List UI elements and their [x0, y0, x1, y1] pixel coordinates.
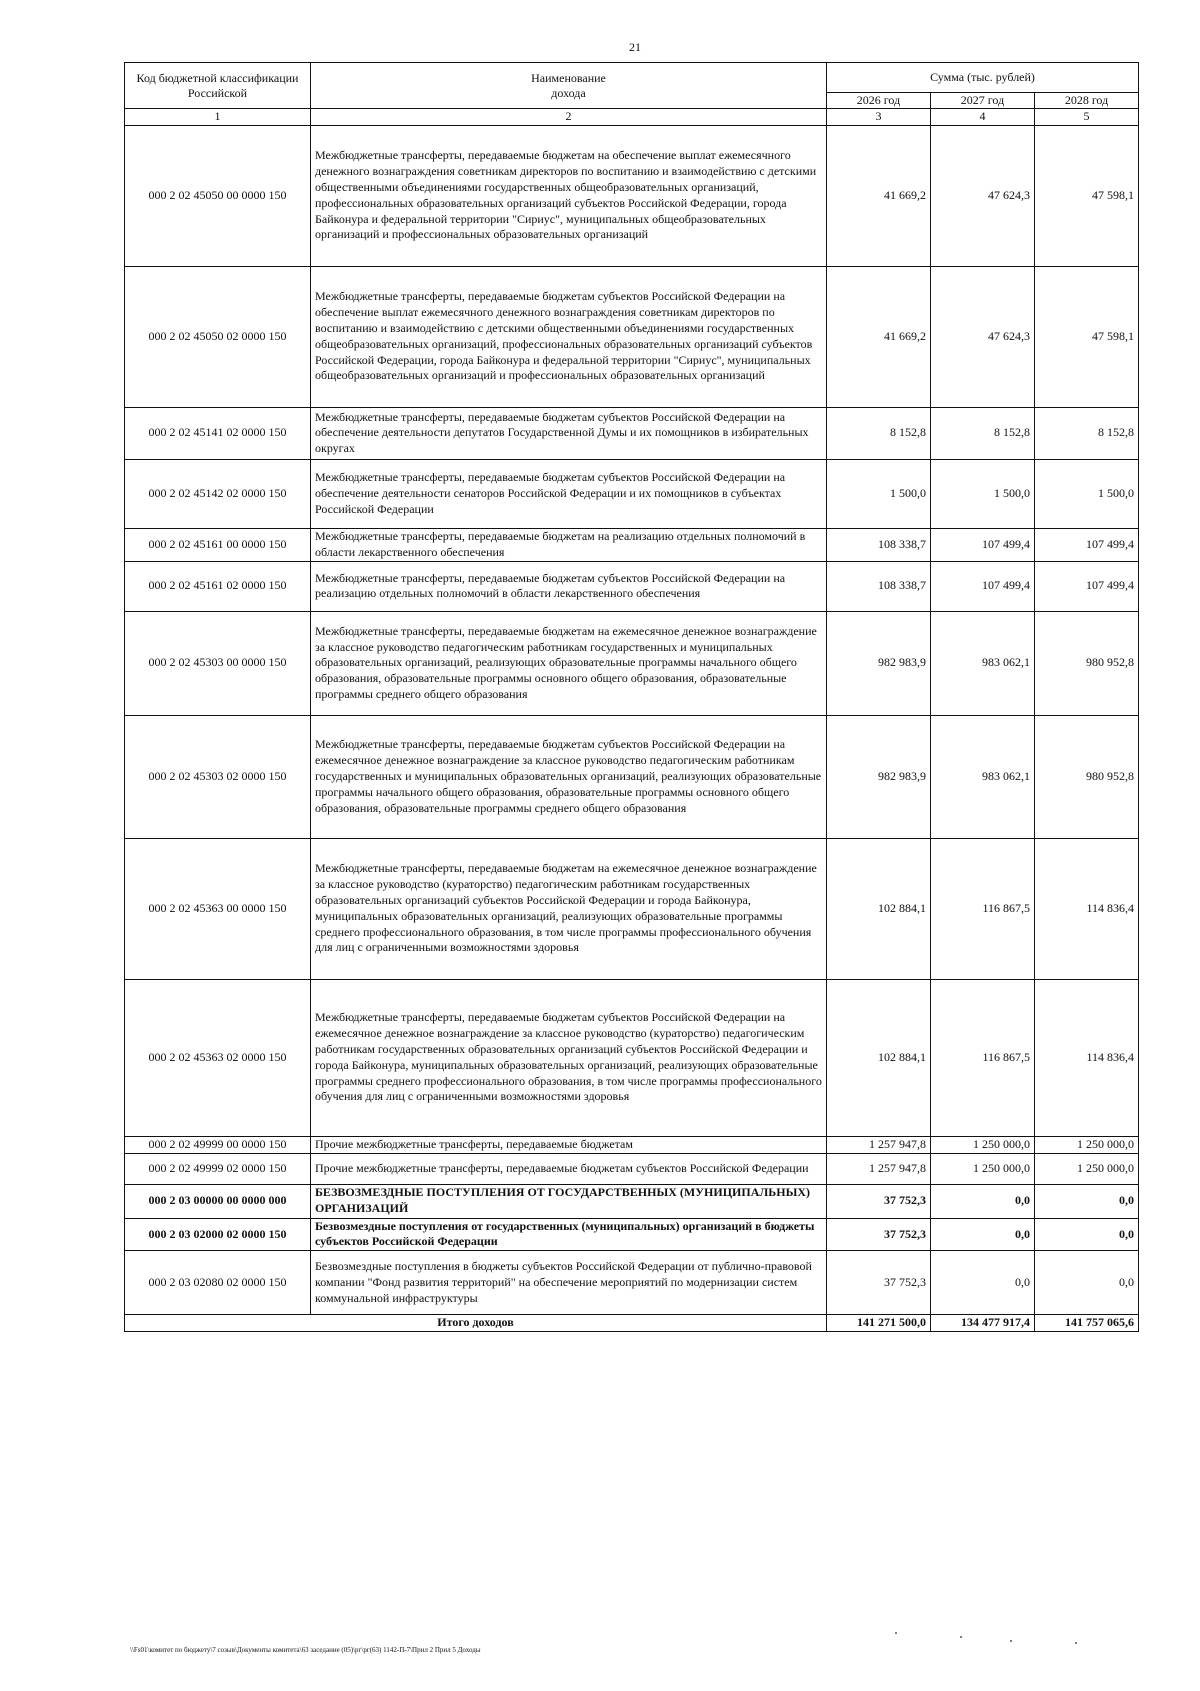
year-2028-header: 2028 год	[1035, 93, 1139, 109]
income-name-cell: Межбюджетные трансферты, передаваемые бюджетам субъектов Российской Федерации на обеспечение деятельности депутатов Государственной Думы и их помощников в избирательных округах	[311, 407, 827, 459]
table-row	[125, 1251, 1139, 1315]
table-row	[125, 407, 1139, 459]
table-row	[125, 561, 1139, 611]
budget-code-cell: 000 2 02 45142 02 0000 150	[125, 459, 311, 528]
amount-2028-cell: 114 836,4	[1035, 838, 1139, 979]
table-row	[125, 528, 1139, 561]
table-row	[125, 1153, 1139, 1184]
amount-2028-cell: 47 598,1	[1035, 266, 1139, 407]
scan-speck	[895, 1632, 897, 1634]
budget-code-cell: 000 2 02 49999 02 0000 150	[125, 1153, 311, 1184]
year-2026-header: 2026 год	[827, 93, 931, 109]
amount-2028-cell: 47 598,1	[1035, 125, 1139, 266]
col-number-4: 4	[931, 109, 1035, 126]
table-row	[125, 715, 1139, 838]
income-name-cell: Межбюджетные трансферты, передаваемые бюджетам субъектов Российской Федерации на обеспечение деятельности сенаторов Российской Федерации и их помощников в субъектах Российской Федерации	[311, 459, 827, 528]
total-2028: 141 757 065,6	[1035, 1315, 1139, 1332]
table-row	[125, 838, 1139, 979]
col-number-3: 3	[827, 109, 931, 126]
income-name-cell: Прочие межбюджетные трансферты, передаваемые бюджетам	[311, 1136, 827, 1153]
amount-2028-cell: 1 250 000,0	[1035, 1153, 1139, 1184]
amount-2026-cell: 1 257 947,8	[827, 1153, 931, 1184]
amount-2027-cell: 1 500,0	[931, 459, 1035, 528]
code-column-header: Код бюджетной классификации Российской	[125, 63, 311, 109]
amount-2026-cell: 108 338,7	[827, 561, 931, 611]
table-row	[125, 125, 1139, 266]
amount-2028-cell: 1 250 000,0	[1035, 1136, 1139, 1153]
col-number-2: 2	[311, 109, 827, 126]
amount-2028-cell: 8 152,8	[1035, 407, 1139, 459]
income-name-cell: Прочие межбюджетные трансферты, передаваемые бюджетам субъектов Российской Федерации	[311, 1153, 827, 1184]
income-name-cell: Межбюджетные трансферты, передаваемые бюджетам субъектов Российской Федерации на реализацию отдельных полномочий в области лекарственного обеспечения	[311, 561, 827, 611]
budget-code-cell: 000 2 02 45363 00 0000 150	[125, 838, 311, 979]
income-name-cell: БЕЗВОЗМЕЗДНЫЕ ПОСТУПЛЕНИЯ ОТ ГОСУДАРСТВЕННЫХ (МУНИЦИПАЛЬНЫХ) ОРГАНИЗАЦИЙ	[311, 1184, 827, 1218]
amount-2027-cell: 1 250 000,0	[931, 1136, 1035, 1153]
amount-2027-cell: 47 624,3	[931, 125, 1035, 266]
scan-speck	[1075, 1642, 1077, 1644]
income-name-cell: Межбюджетные трансферты, передаваемые бюджетам на реализацию отдельных полномочий в области лекарственного обеспечения	[311, 528, 827, 561]
income-name-cell: Межбюджетные трансферты, передаваемые бюджетам субъектов Российской Федерации на обеспечение выплат ежемесячного денежного вознаграждения советникам директоров по воспитанию и взаимодействию с детскими общественными объединениями государственных общеобразовательных организаций, профессиональных образовательных организаций субъектов Российской Федерации, города Байконура и федеральной территории "Сириус", муниципальных общеобразовательных организаций и профессиональных образовательных организаций	[311, 266, 827, 407]
budget-code-cell: 000 2 02 45363 02 0000 150	[125, 979, 311, 1136]
budget-code-cell: 000 2 02 45303 02 0000 150	[125, 715, 311, 838]
income-name-cell: Межбюджетные трансферты, передаваемые бюджетам на ежемесячное денежное вознаграждение за классное руководство (кураторство) педагогическим работникам государственных образовательных организаций субъектов Российской Федерации и города Байконура, муниципальных образовательных организаций, реализующих образовательные программы среднего профессионального образования, в том числе программы профессионального обучения для лиц с ограниченными возможностями здоровья	[311, 838, 827, 979]
amount-2026-cell: 37 752,3	[827, 1184, 931, 1218]
amount-2026-cell: 102 884,1	[827, 979, 931, 1136]
amount-2026-cell: 982 983,9	[827, 611, 931, 715]
amount-2027-cell: 1 250 000,0	[931, 1153, 1035, 1184]
amount-2026-cell: 102 884,1	[827, 838, 931, 979]
table-row	[125, 459, 1139, 528]
table-row	[125, 611, 1139, 715]
col-number-5: 5	[1035, 109, 1139, 126]
name-column-header	[311, 63, 827, 109]
income-name-cell: Межбюджетные трансферты, передаваемые бюджетам на ежемесячное денежное вознаграждение за классное руководство педагогическим работникам государственных и муниципальных образовательных организаций, реализующих образовательные программы начального общего образования, образовательные программы основного общего образования, образовательные программы среднего общего образования	[311, 611, 827, 715]
total-2027: 134 477 917,4	[931, 1315, 1035, 1332]
amount-2026-cell: 1 500,0	[827, 459, 931, 528]
amount-2028-cell: 0,0	[1035, 1251, 1139, 1315]
amount-2028-cell: 114 836,4	[1035, 979, 1139, 1136]
name-header-line1: Наименование	[531, 71, 606, 86]
budget-code-cell: 000 2 02 45141 02 0000 150	[125, 407, 311, 459]
amount-2028-cell: 0,0	[1035, 1218, 1139, 1251]
amount-2026-cell: 108 338,7	[827, 528, 931, 561]
total-label: Итого доходов	[125, 1315, 827, 1332]
amount-2026-cell: 982 983,9	[827, 715, 931, 838]
table-row	[125, 1184, 1139, 1218]
budget-code-cell: 000 2 03 02000 02 0000 150	[125, 1218, 311, 1251]
budget-code-cell: 000 2 03 02080 02 0000 150	[125, 1251, 311, 1315]
budget-code-cell: 000 2 02 49999 00 0000 150	[125, 1136, 311, 1153]
amount-2028-cell: 1 500,0	[1035, 459, 1139, 528]
amount-2027-cell: 116 867,5	[931, 979, 1035, 1136]
amount-2027-cell: 0,0	[931, 1184, 1035, 1218]
amount-2026-cell: 8 152,8	[827, 407, 931, 459]
amount-2026-cell: 37 752,3	[827, 1251, 931, 1315]
total-row	[125, 1315, 1139, 1332]
amount-2027-cell: 0,0	[931, 1251, 1035, 1315]
amount-2027-cell: 983 062,1	[931, 611, 1035, 715]
amount-2027-cell: 116 867,5	[931, 838, 1035, 979]
income-name-cell: Межбюджетные трансферты, передаваемые бюджетам на обеспечение выплат ежемесячного денежного вознаграждения советникам директоров по воспитанию и взаимодействию с детскими общественными объединениями государственных общеобразовательных организаций, профессиональных образовательных организаций субъектов Российской Федерации, города Байконура и федеральной территории "Сириус", муниципальных общеобразовательных организаций и профессиональных образовательных организаций	[311, 125, 827, 266]
amount-2027-cell: 107 499,4	[931, 561, 1035, 611]
amount-2027-cell: 983 062,1	[931, 715, 1035, 838]
budget-code-cell: 000 2 02 45050 02 0000 150	[125, 266, 311, 407]
amount-2027-cell: 0,0	[931, 1218, 1035, 1251]
amount-2026-cell: 37 752,3	[827, 1218, 931, 1251]
name-header-line2: дохода	[551, 85, 586, 100]
scan-speck	[960, 1636, 962, 1638]
amount-2028-cell: 980 952,8	[1035, 715, 1139, 838]
income-name-cell: Межбюджетные трансферты, передаваемые бюджетам субъектов Российской Федерации на ежемесячное денежное вознаграждение за классное руководство (кураторство) педагогическим работникам государственных образовательных организаций субъектов Российской Федерации и города Байконура, муниципальных образовательных организаций, реализующих образовательные программы среднего профессионального образования, в том числе программы профессионального обучения для лиц с ограниченными возможностями здоровья	[311, 979, 827, 1136]
table-row	[125, 1136, 1139, 1153]
amount-2027-cell: 107 499,4	[931, 528, 1035, 561]
budget-code-cell: 000 2 02 45303 00 0000 150	[125, 611, 311, 715]
income-name-cell: Межбюджетные трансферты, передаваемые бюджетам субъектов Российской Федерации на ежемесячное денежное вознаграждение за классное руководство педагогическим работникам государственных и муниципальных образовательных организаций, реализующих образовательные программы начального общего образования, образовательные программы основного общего образования, образовательные программы среднего общего образования	[311, 715, 827, 838]
table-row	[125, 979, 1139, 1136]
amount-2027-cell: 8 152,8	[931, 407, 1035, 459]
table-row	[125, 1218, 1139, 1251]
scan-speck	[1010, 1640, 1012, 1642]
budget-code-cell: 000 2 03 00000 00 0000 000	[125, 1184, 311, 1218]
page-number: 21	[629, 40, 641, 54]
amount-2028-cell: 0,0	[1035, 1184, 1139, 1218]
sum-column-header: Сумма (тыс. рублей)	[827, 63, 1139, 93]
budget-code-cell: 000 2 02 45161 02 0000 150	[125, 561, 311, 611]
budget-code-cell: 000 2 02 45161 00 0000 150	[125, 528, 311, 561]
footer-file-path: \\Fs01\комитет по бюджету\7 созыв\Документы комитета\63 заседание (05)\рг\рг(63) 1142-П-7\Прил 2 Прил 5 Доходы	[130, 1646, 481, 1654]
table-row	[125, 266, 1139, 407]
amount-2028-cell: 980 952,8	[1035, 611, 1139, 715]
amount-2028-cell: 107 499,4	[1035, 561, 1139, 611]
amount-2027-cell: 47 624,3	[931, 266, 1035, 407]
col-number-1: 1	[125, 109, 311, 126]
budget-code-cell: 000 2 02 45050 00 0000 150	[125, 125, 311, 266]
income-name-cell: Безвозмездные поступления от государственных (муниципальных) организаций в бюджеты субъектов Российской Федерации	[311, 1218, 827, 1251]
amount-2026-cell: 41 669,2	[827, 125, 931, 266]
amount-2026-cell: 41 669,2	[827, 266, 931, 407]
revenue-table	[124, 62, 1139, 1332]
amount-2026-cell: 1 257 947,8	[827, 1136, 931, 1153]
amount-2028-cell: 107 499,4	[1035, 528, 1139, 561]
income-name-cell: Безвозмездные поступления в бюджеты субъектов Российской Федерации от публично-правовой компании "Фонд развития территорий" на обеспечение мероприятий по модернизации систем коммунальной инфраструктуры	[311, 1251, 827, 1315]
year-2027-header: 2027 год	[931, 93, 1035, 109]
total-2026: 141 271 500,0	[827, 1315, 931, 1332]
table-body	[125, 125, 1139, 1314]
